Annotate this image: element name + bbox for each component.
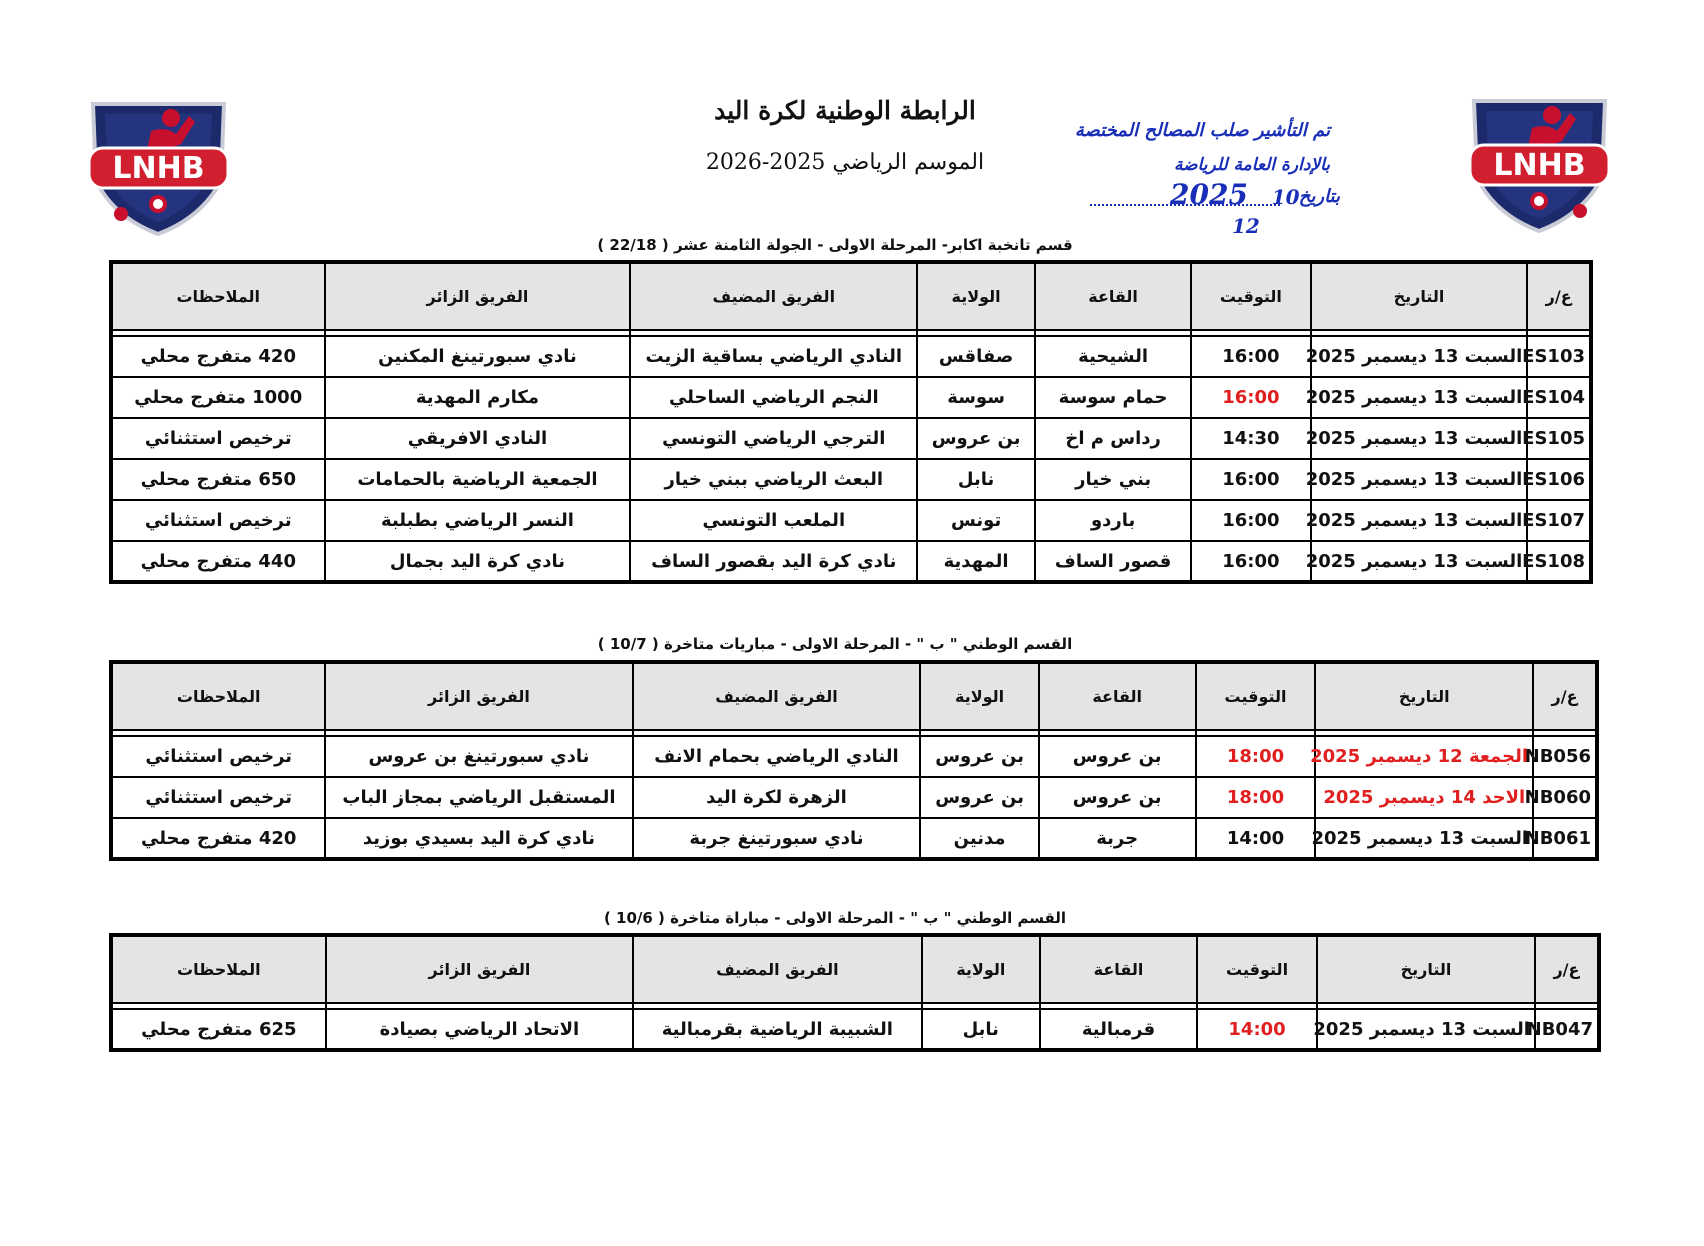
table-row — [111, 418, 1591, 459]
match-time: 18:00 — [1196, 777, 1316, 818]
col-header-hall: القاعة — [1039, 662, 1196, 730]
match-notes: 625 متفرج محلي — [111, 1009, 326, 1050]
stamp-year: 2025 — [1170, 178, 1248, 211]
match-time: 16:00 — [1191, 336, 1310, 377]
table-header-row — [111, 935, 1599, 1003]
home-team: النادي الرياضي بحمام الانف — [633, 736, 921, 777]
home-team: النجم الرياضي الساحلي — [630, 377, 917, 418]
match-time: 14:00 — [1196, 818, 1316, 859]
match-hall: قصور الساف — [1035, 541, 1191, 582]
match-hall: بن عروس — [1039, 736, 1196, 777]
match-hall: قرمبالية — [1040, 1009, 1197, 1050]
match-notes: ترخيص استثنائي — [111, 500, 325, 541]
match-code: ES104 — [1527, 377, 1591, 418]
match-date: الجمعة 12 ديسمبر 2025 — [1315, 736, 1533, 777]
away-team: الجمعية الرياضية بالحمامات — [325, 459, 631, 500]
match-code: ES107 — [1527, 500, 1591, 541]
section-title: القسم الوطني " ب " - المرحلة الاولى - مباراة متاخرة ( 10/6 ) — [603, 909, 1067, 927]
col-header-hall: القاعة — [1040, 935, 1197, 1003]
col-header-time: التوقيت — [1196, 662, 1316, 730]
away-team: نادي سبورتينغ المكنين — [325, 336, 631, 377]
table-row — [111, 459, 1591, 500]
table-row — [111, 818, 1597, 859]
col-header-home-team: الفريق المضيف — [633, 935, 921, 1003]
home-team: الشبيبة الرياضية بقرمبالية — [633, 1009, 921, 1050]
table-row — [111, 1009, 1599, 1050]
match-date: الاحد 14 ديسمبر 2025 — [1315, 777, 1533, 818]
table-row — [111, 336, 1591, 377]
col-header-date: التاريخ — [1315, 662, 1533, 730]
col-header-code: ع/ر — [1535, 935, 1599, 1003]
table-row — [111, 500, 1591, 541]
col-header-home-team: الفريق المضيف — [633, 662, 921, 730]
match-hall: بن عروس — [1039, 777, 1196, 818]
match-state: مدنين — [920, 818, 1038, 859]
season-label: الموسم الرياضي 2025-2026 — [705, 150, 985, 175]
table-row — [111, 541, 1591, 582]
stamp-line-2: بالإدارة العامة للرياضة — [1173, 155, 1330, 175]
match-notes: 420 متفرج محلي — [111, 818, 325, 859]
table-header-row — [111, 262, 1591, 330]
away-team: نادي كرة اليد بسيدي بوزيد — [325, 818, 632, 859]
col-header-away-team: الفريق الزائر — [326, 935, 634, 1003]
away-team: نادي كرة اليد بجمال — [325, 541, 631, 582]
match-date: السبت 13 ديسمبر 2025 — [1311, 541, 1528, 582]
match-state: سوسة — [917, 377, 1035, 418]
match-state: صفاقس — [917, 336, 1035, 377]
org-name: الرابطة الوطنية لكرة اليد — [714, 96, 976, 125]
table-row — [111, 377, 1591, 418]
col-header-hall: القاعة — [1035, 262, 1191, 330]
lnhb-logo-left — [81, 86, 236, 236]
stamp-line-3: بتاريخ — [1298, 186, 1340, 207]
match-state: بن عروس — [920, 736, 1038, 777]
away-team: النادي الافريقي — [325, 418, 631, 459]
match-date: السبت 13 ديسمبر 2025 — [1311, 336, 1528, 377]
match-hall: جربة — [1039, 818, 1196, 859]
schedule-table — [109, 660, 1599, 861]
match-state: تونس — [917, 500, 1035, 541]
section-title: قسم تانخبة اكابر- المرحلة الاولى - الجولة الثامنة عشر ( 22/18 ) — [597, 236, 1073, 254]
match-notes: ترخيص استثنائي — [111, 418, 325, 459]
match-notes: ترخيص استثنائي — [111, 736, 325, 777]
col-header-notes: الملاحظات — [111, 662, 325, 730]
lnhb-crest-icon — [1462, 83, 1617, 233]
match-time: 18:00 — [1196, 736, 1316, 777]
home-team: البعث الرياضي ببني خيار — [630, 459, 917, 500]
match-time: 16:00 — [1191, 377, 1310, 418]
col-header-away-team: الفريق الزائر — [325, 262, 631, 330]
approval-stamp — [1060, 120, 1360, 245]
col-header-notes: الملاحظات — [111, 262, 325, 330]
match-code: ES108 — [1527, 541, 1591, 582]
table-row — [111, 777, 1597, 818]
match-time: 16:00 — [1191, 500, 1310, 541]
match-code: NB061 — [1533, 818, 1597, 859]
col-header-code: ع/ر — [1533, 662, 1597, 730]
stamp-line-1: تم التأشير صلب المصالح المختصة — [1074, 120, 1330, 141]
col-header-notes: الملاحظات — [111, 935, 326, 1003]
col-header-state: الولاية — [920, 662, 1038, 730]
home-team: الترجي الرياضي التونسي — [630, 418, 917, 459]
home-team: الملعب التونسي — [630, 500, 917, 541]
match-state: المهدية — [917, 541, 1035, 582]
away-team: النسر الرياضي بطبلبة — [325, 500, 631, 541]
match-date: السبت 13 ديسمبر 2025 — [1315, 818, 1533, 859]
table-header-row — [111, 662, 1597, 730]
col-header-code: ع/ر — [1527, 262, 1591, 330]
match-hall: الشيحية — [1035, 336, 1191, 377]
match-state: بن عروس — [920, 777, 1038, 818]
col-header-date: التاريخ — [1317, 935, 1535, 1003]
match-code: ES106 — [1527, 459, 1591, 500]
col-header-time: التوقيت — [1197, 935, 1317, 1003]
match-date: السبت 13 ديسمبر 2025 — [1317, 1009, 1535, 1050]
match-notes: 420 متفرج محلي — [111, 336, 325, 377]
home-team: نادي كرة اليد بقصور الساف — [630, 541, 917, 582]
lnhb-crest-icon — [81, 86, 236, 236]
match-hall: حمام سوسة — [1035, 377, 1191, 418]
schedule-table — [109, 933, 1601, 1052]
match-date: السبت 13 ديسمبر 2025 — [1311, 418, 1528, 459]
table-row — [111, 736, 1597, 777]
col-header-date: التاريخ — [1311, 262, 1528, 330]
col-header-state: الولاية — [917, 262, 1035, 330]
logo-text: LNHB — [1493, 148, 1586, 183]
col-header-away-team: الفريق الزائر — [325, 662, 632, 730]
col-header-home-team: الفريق المضيف — [630, 262, 917, 330]
match-hall: رداس م اخ — [1035, 418, 1191, 459]
match-state: بن عروس — [917, 418, 1035, 459]
schedule-table — [109, 260, 1593, 584]
match-code: NB060 — [1533, 777, 1597, 818]
match-date: السبت 13 ديسمبر 2025 — [1311, 459, 1528, 500]
match-notes: ترخيص استثنائي — [111, 777, 325, 818]
home-team: الزهرة لكرة اليد — [633, 777, 921, 818]
match-code: NB047 — [1535, 1009, 1599, 1050]
match-hall: باردو — [1035, 500, 1191, 541]
home-team: نادي سبورتينغ جربة — [633, 818, 921, 859]
match-notes: 440 متفرج محلي — [111, 541, 325, 582]
away-team: المستقبل الرياضي بمجاز الباب — [325, 777, 632, 818]
lnhb-logo-right — [1462, 83, 1617, 233]
match-code: ES103 — [1527, 336, 1591, 377]
match-state: نابل — [922, 1009, 1041, 1050]
match-date: السبت 13 ديسمبر 2025 — [1311, 500, 1528, 541]
away-team: مكارم المهدية — [325, 377, 631, 418]
match-time: 16:00 — [1191, 459, 1310, 500]
match-notes: 650 متفرج محلي — [111, 459, 325, 500]
section-title: القسم الوطني " ب " - المرحلة الاولى - مباريات متاخرة ( 10/7 ) — [597, 635, 1073, 653]
away-team: نادي سبورتينغ بن عروس — [325, 736, 632, 777]
home-team: النادي الرياضي بساقية الزيت — [630, 336, 917, 377]
col-header-time: التوقيت — [1191, 262, 1310, 330]
match-code: NB056 — [1533, 736, 1597, 777]
match-time: 14:30 — [1191, 418, 1310, 459]
match-time: 16:00 — [1191, 541, 1310, 582]
match-code: ES105 — [1527, 418, 1591, 459]
logo-text: LNHB — [112, 151, 205, 186]
col-header-state: الولاية — [922, 935, 1041, 1003]
match-time: 14:00 — [1197, 1009, 1317, 1050]
stamp-day: 10 — [1271, 185, 1300, 209]
stamp-handwritten-date — [1170, 178, 1300, 211]
away-team: الاتحاد الرياضي بصيادة — [326, 1009, 634, 1050]
stamp-month: 12 — [1232, 214, 1260, 238]
match-notes: 1000 متفرج محلي — [111, 377, 325, 418]
match-date: السبت 13 ديسمبر 2025 — [1311, 377, 1528, 418]
match-hall: بني خيار — [1035, 459, 1191, 500]
match-state: نابل — [917, 459, 1035, 500]
